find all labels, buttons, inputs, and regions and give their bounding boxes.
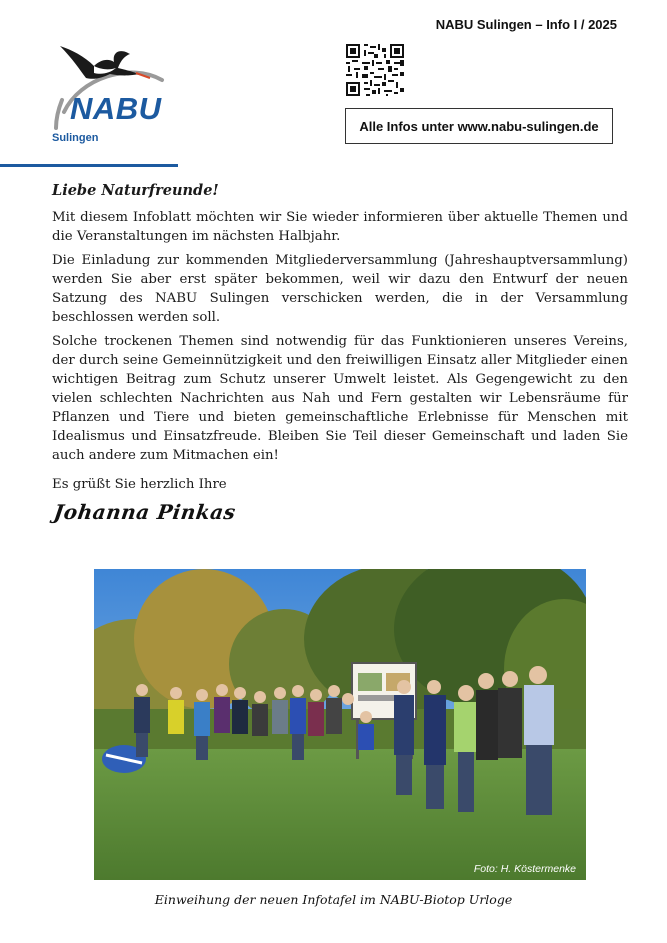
salutation: Liebe Naturfreunde! <box>52 182 219 199</box>
paragraph-2: Die Einladung zur kommenden Mitgliederversammlung (Jahreshauptversammlung) werden Sie aber erst später bekommen, weil wir dazu den Entwurf der neuen Satzung des NABU Sulingen verschicken werden, die in der Versammlung beschlossen werden soll. <box>52 253 628 325</box>
website-box: Alle Infos unter www.nabu-sulingen.de <box>345 108 613 144</box>
header-divider <box>0 164 178 167</box>
letter-body <box>52 182 628 524</box>
qr-code-icon <box>346 44 404 96</box>
group-photo-image <box>94 569 586 880</box>
group-photo <box>94 569 586 880</box>
photo-caption: Einweihung der neuen Infotafel im NABU-Biotop Urloge <box>154 892 513 907</box>
closing-line: Es grüßt Sie herzlich Ihre <box>52 477 227 492</box>
paragraph-1: Mit diesem Infoblatt möchten wir Sie wieder informieren über aktuelle Themen und die Veranstaltungen im nächsten Halbjahr. <box>52 210 628 244</box>
signature: Johanna Pinkas <box>52 500 238 524</box>
nabu-logo <box>50 40 190 150</box>
logo-subtitle: Sulingen <box>52 132 99 144</box>
logo-wordmark: NABU <box>70 91 162 126</box>
issue-label: NABU Sulingen – Info I / 2025 <box>435 17 617 32</box>
photo-credit: Foto: H. Köstermenke <box>473 863 576 875</box>
paragraph-3: Solche trockenen Themen sind notwendig für das Funktionieren unseres Vereins, der durch seine Gemeinnützigkeit und den freiwilligen Einsatz aller Mitglieder einen wichtigen Beitrag zum Schutz unserer Umwelt leistet. Als Gegengewicht zu den vielen schlechten Nachrichten aus Nah und Fern gestalten wir Lebensräume für Pflanzen und Tiere und bieten gemeinschaftliche Erlebnisse für Menschen mit Idealismus und Einsatzfreude. Bleiben Sie Teil dieser Gemeinschaft und laden Sie auch andere zum Mitmachen ein! <box>52 334 628 463</box>
